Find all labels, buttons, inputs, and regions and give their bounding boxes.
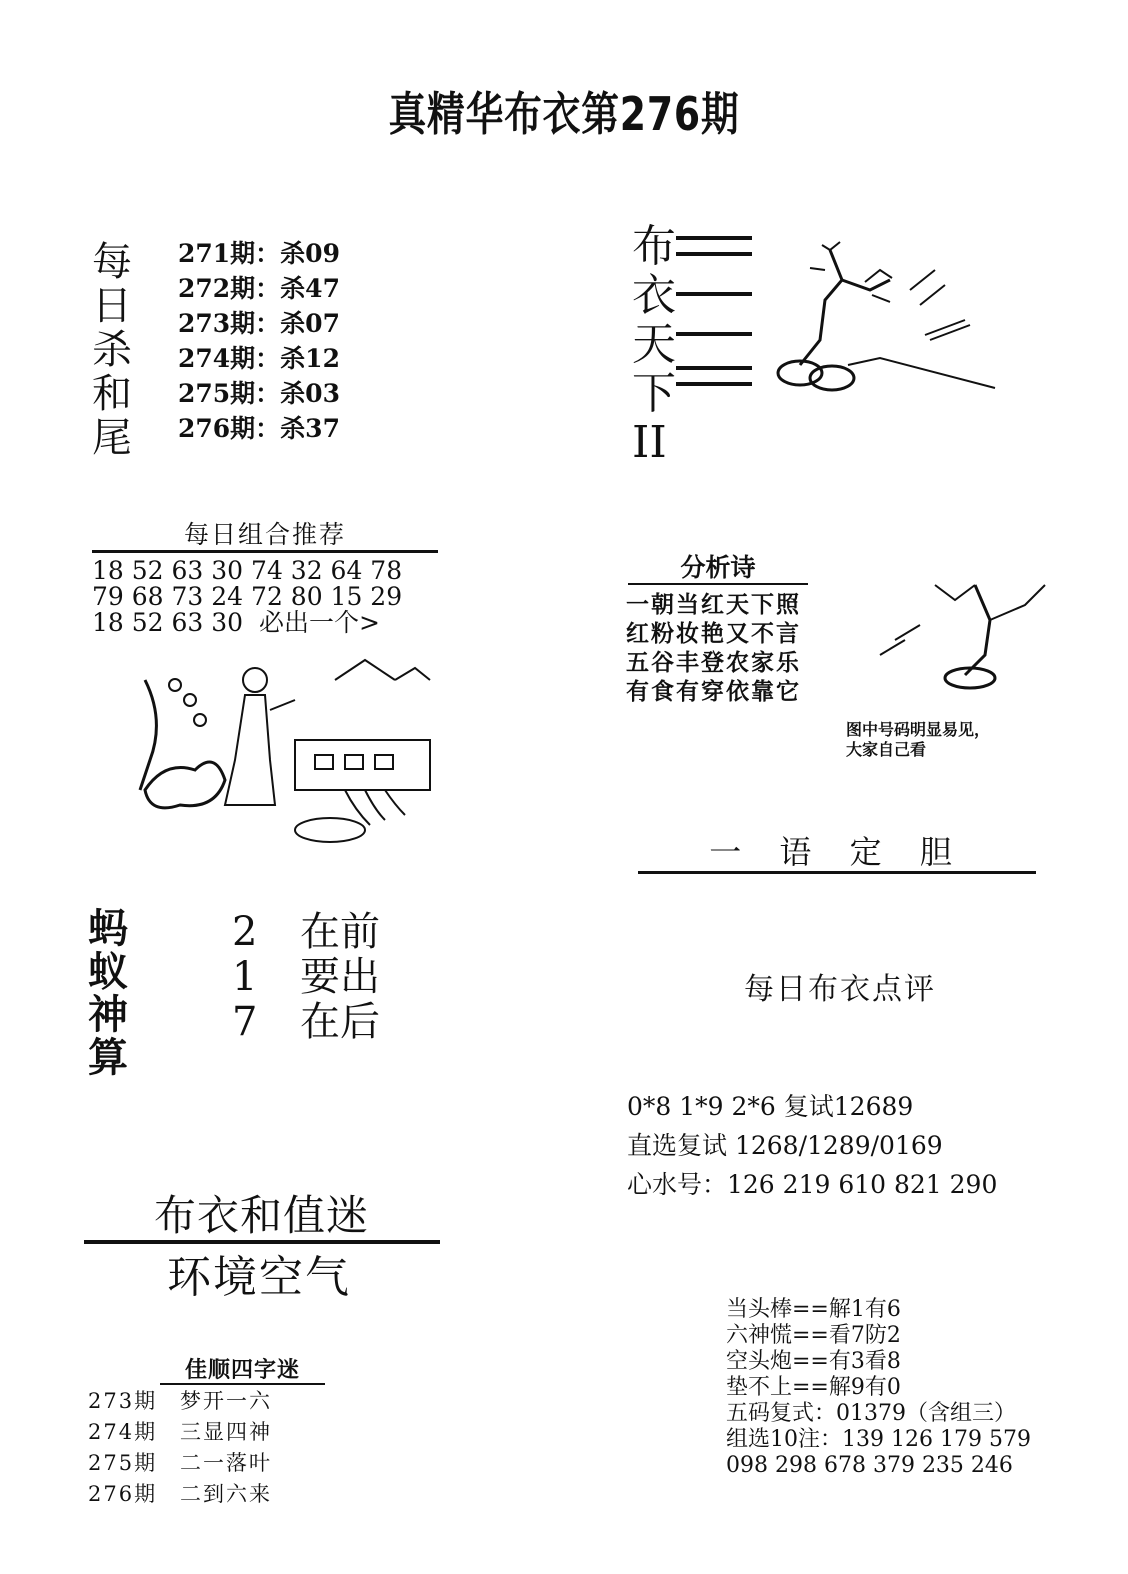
- poem-line: 一朝当红天下照: [626, 591, 801, 618]
- ant-heading-char: 蚂: [88, 906, 128, 952]
- ant-heading-char: 神: [88, 992, 128, 1038]
- ant-heading: [88, 908, 128, 1080]
- page-title: 真精华布衣第276期: [388, 87, 740, 141]
- yiyu-heading: 一 语 定 胆: [709, 833, 966, 871]
- four-char-rows: [88, 1386, 272, 1510]
- yiyu-divider: [638, 871, 1036, 874]
- ant-row: [232, 1000, 380, 1045]
- caption-line: 图中号码明显易见，: [846, 720, 991, 739]
- kill-row: 275期：杀03: [178, 379, 340, 408]
- four-char-heading: 佳顺四字迷: [184, 1357, 300, 1383]
- kill-row: 273期：杀07: [178, 309, 340, 338]
- kill-heading: [92, 240, 132, 460]
- buyi-char: 下: [632, 368, 676, 419]
- ant-rows: [232, 910, 380, 1045]
- ant-text: 要出: [300, 954, 380, 1000]
- kill-row: 276期：杀37: [178, 414, 340, 443]
- kill-heading-char: 每: [92, 239, 132, 285]
- tip-line: 当头棒==解1有6: [726, 1297, 901, 1322]
- kill-list: [178, 236, 340, 446]
- period: 275期: [88, 1451, 158, 1475]
- riddle-answer: 环境空气: [167, 1252, 351, 1303]
- tip-line: 组选10注：139 126 179 579: [726, 1427, 1031, 1452]
- tip-line: 六神慌==看7防2: [726, 1323, 901, 1348]
- kill-heading-char: 尾: [92, 415, 132, 461]
- four-char-row: [88, 1479, 272, 1510]
- period: 274期: [88, 1420, 158, 1444]
- ant-heading-char: 蚁: [88, 949, 128, 995]
- lady-garden-illustration-icon: [105, 640, 450, 855]
- poem-line: 五谷丰登农家乐: [626, 649, 801, 676]
- combo-numbers: [92, 558, 402, 636]
- combo-heading: 每日组合推荐: [183, 520, 346, 549]
- tip-line: 垫不上==解9有0: [726, 1375, 901, 1400]
- ant-text: 在后: [300, 999, 380, 1045]
- poem-lines: [626, 590, 801, 706]
- bottom-right-lines: [726, 1297, 1031, 1479]
- period: 276期: [88, 1482, 158, 1506]
- ant-heading-char: 算: [88, 1035, 128, 1081]
- tip-line: 五码复式：01379（含组三）: [726, 1401, 1016, 1426]
- kill-heading-char: 日: [92, 283, 132, 329]
- riddle-heading: 布衣和值迷: [153, 1191, 369, 1240]
- comment-line: 0*8 1*9 2*6 复试12689: [627, 1092, 914, 1121]
- combo-divider: [92, 550, 438, 553]
- buyi-tianxia-heading: [632, 222, 676, 467]
- poem-divider: [628, 583, 808, 585]
- combo-row: 79 68 73 24 72 80 15 29: [92, 582, 403, 611]
- branch-sketch-icon: [875, 570, 1055, 695]
- kill-row: 274期：杀12: [178, 344, 340, 373]
- four-char-row: [88, 1386, 272, 1417]
- comment-line: 直选复试 1268/1289/0169: [627, 1131, 943, 1160]
- four-char-divider: [160, 1383, 325, 1385]
- tip-line: 空头炮==有3看8: [726, 1349, 901, 1374]
- buyi-char: II: [632, 417, 667, 468]
- period: 273期: [88, 1389, 158, 1413]
- ant-num: 2: [232, 909, 258, 955]
- kill-heading-char: 杀: [92, 327, 132, 373]
- poem-line: 红粉妆艳又不言: [626, 620, 801, 647]
- caption-line: 大家自己看: [846, 740, 927, 759]
- kill-row: 272期：杀47: [178, 274, 340, 303]
- poem-caption: [846, 720, 990, 760]
- decorative-lines: [676, 228, 752, 386]
- comment-line: 心水号：126 219 610 821 290: [627, 1170, 998, 1199]
- buyi-char: 天: [632, 319, 676, 370]
- poem-line: 有食有穿依靠它: [626, 678, 801, 705]
- poem-heading: 分析诗: [680, 553, 756, 582]
- comment-lines: [627, 1087, 997, 1204]
- ant-text: 在前: [300, 909, 380, 955]
- ant-num: 1: [232, 954, 258, 1000]
- riddle-text: 二到六来: [180, 1482, 272, 1506]
- riddle-text: 二一落叶: [180, 1451, 272, 1475]
- ant-row: [232, 910, 380, 955]
- kill-row: 271期：杀09: [178, 239, 340, 268]
- buyi-char: 布: [632, 221, 676, 272]
- riddle-text: 三显四神: [180, 1420, 272, 1444]
- combo-row: 18 52 63 30 74 32 64 78: [92, 556, 403, 585]
- combo-row: 18 52 63 30 必出一个>: [92, 608, 380, 637]
- four-char-row: [88, 1448, 272, 1479]
- four-char-row: [88, 1417, 272, 1448]
- riddle-text: 梦开一六: [180, 1389, 272, 1413]
- kill-heading-char: 和: [92, 371, 132, 417]
- ant-num: 7: [232, 999, 258, 1045]
- riddle-divider: [84, 1240, 440, 1244]
- comment-heading: 每日布衣点评: [744, 972, 936, 1007]
- ant-row: [232, 955, 380, 1000]
- buyi-char: 衣: [632, 270, 676, 321]
- tip-line: 098 298 678 379 235 246: [726, 1453, 1013, 1478]
- plant-sketch-icon: [770, 240, 1010, 410]
